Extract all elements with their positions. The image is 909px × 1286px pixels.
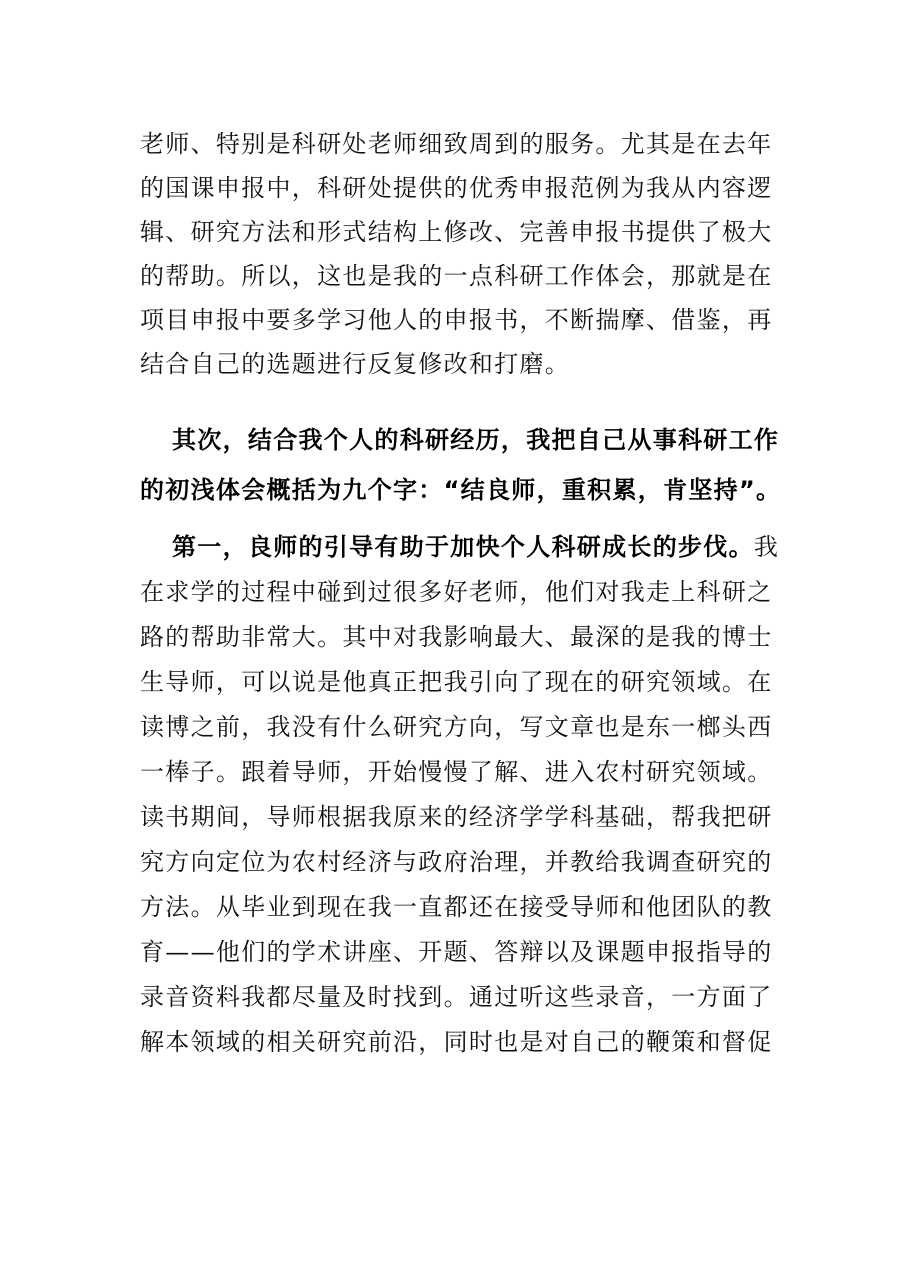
body-text-line: 录音资料我都尽量及时找到。通过听这些录音，一方面了 bbox=[140, 983, 773, 1011]
body-text-line: 解本领域的相关研究前沿，同时也是对自己的鞭策和督促 bbox=[140, 1028, 773, 1056]
body-text-line: 项目申报中要多学习他人的申报书，不断揣摩、借鉴，再 bbox=[140, 306, 773, 334]
body-text-line: 老师、特别是科研处老师细致周到的服务。尤其是在去年 bbox=[140, 130, 773, 158]
body-text-line: 辑、研究方法和形式结构上修改、完善申报书提供了极大 bbox=[140, 218, 773, 246]
body-text-line: 结合自己的选题进行反复修改和打磨。 bbox=[140, 350, 571, 378]
body-text-line: 的国课申报中，科研处提供的优秀申报范例为我从内容逻 bbox=[140, 174, 773, 202]
body-text-line: 育——他们的学术讲座、开题、答辩以及课题申报指导的 bbox=[140, 938, 773, 966]
body-text-line: 的帮助。所以，这也是我的一点科研工作体会，那就是在 bbox=[140, 262, 773, 290]
body-text-line: 方法。从毕业到现在我一直都还在接受导师和他团队的教 bbox=[140, 893, 773, 921]
body-text-line: 在求学的过程中碰到过很多好老师，他们对我走上科研之 bbox=[140, 578, 773, 606]
body-text-line: 路的帮助非常大。其中对我影响最大、最深的是我的博士 bbox=[140, 623, 773, 651]
body-text-line: 一棒子。跟着导师，开始慢慢了解、进入农村研究领域。 bbox=[140, 758, 773, 786]
body-text-line: 究方向定位为农村经济与政府治理，并教给我调查研究的 bbox=[140, 848, 773, 876]
bold-text-line: 的初浅体会概括为九个字：“结良师，重积累，肯坚持”。 bbox=[140, 476, 782, 504]
paragraph-first-line bbox=[172, 527, 780, 567]
section-heading: 第一，良师的引导有助于加快个人科研成长的步伐。 bbox=[172, 533, 754, 561]
body-text-line: 生导师，可以说是他真正把我引向了现在的研究领域。在 bbox=[140, 668, 773, 696]
bold-text-line: 其次，结合我个人的科研经历，我把自己从事科研工作 bbox=[172, 426, 780, 454]
body-text-line: 读书期间，导师根据我原来的经济学学科基础，帮我把研 bbox=[140, 803, 773, 831]
body-text-line: 读博之前，我没有什么研究方向，写文章也是东一榔头西 bbox=[140, 713, 773, 741]
body-text-fragment: 我 bbox=[753, 533, 780, 561]
